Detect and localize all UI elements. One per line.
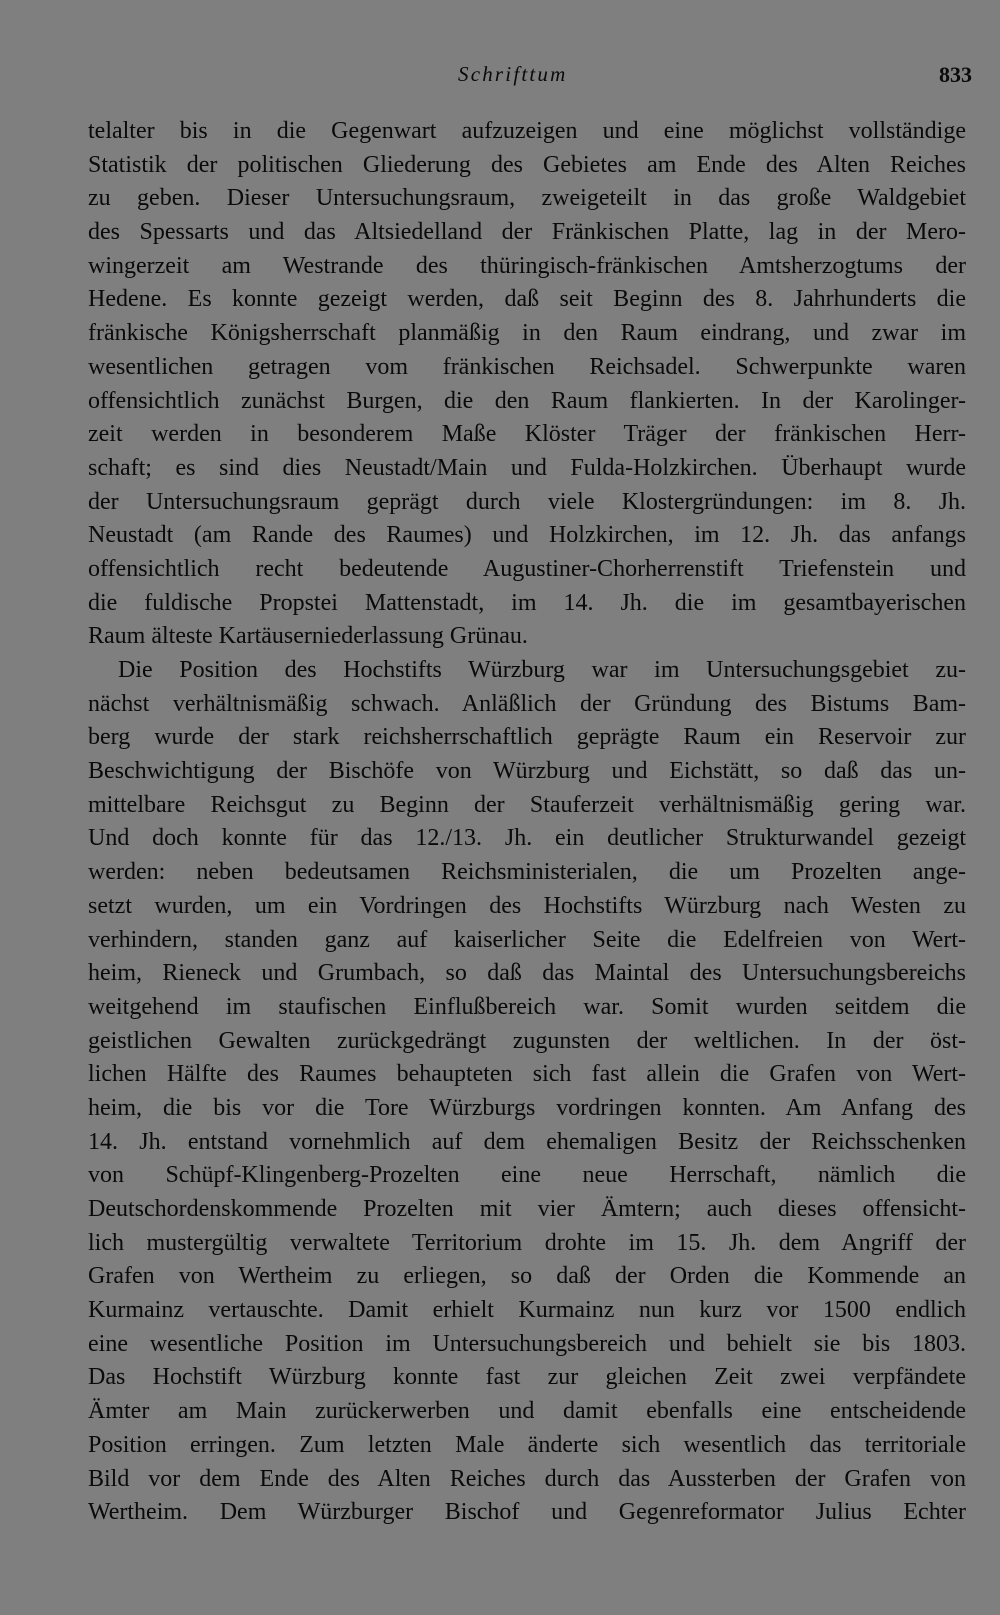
text-line: verhindern, standen ganz auf kaiserlicher Seite die Edelfreien von Wert- bbox=[88, 926, 966, 953]
page-number: 833 bbox=[939, 62, 972, 87]
text-line: setzt wurden, um ein Vordringen des Hochstifts Würzburg nach Westen zu bbox=[88, 892, 966, 919]
text-line: Grafen von Wertheim zu erliegen, so daß der Orden die Kommende an bbox=[88, 1263, 966, 1290]
text-line: telalter bis in die Gegenwart aufzuzeigen und eine möglichst vollständige bbox=[88, 118, 966, 144]
text-line: Ämter am Main zurückerwerben und damit ebenfalls eine entscheidende bbox=[88, 1398, 966, 1425]
text-line: Wertheim. Dem Würzburger Bischof und Gegenreformator Julius Echter bbox=[88, 1499, 966, 1526]
paragraph bbox=[88, 115, 966, 654]
text-line: geistlichen Gewalten zurückgedrängt zugunsten der weltlichen. In der öst- bbox=[88, 1027, 966, 1054]
text-line: Kurmainz vertauschte. Damit erhielt Kurmainz nun kurz vor 1500 endlich bbox=[88, 1297, 966, 1324]
text-line: mittelbare Reichsgut zu Beginn der Stauferzeit verhältnismäßig gering war. bbox=[88, 791, 966, 818]
text-line: lich mustergültig verwaltete Territorium drohte im 15. Jh. dem Angriff der bbox=[88, 1229, 966, 1256]
text-line: Deutschordenskommende Prozelten mit vier Ämtern; auch dieses offensicht- bbox=[88, 1196, 966, 1222]
text-line: des Spessarts und das Altsiedelland der Fränkischen Platte, lag in der Mero- bbox=[88, 219, 966, 246]
text-line: nächst verhältnismäßig schwach. Anläßlich der Gründung des Bistums Bam- bbox=[88, 690, 966, 717]
text-line: wesentlichen getragen vom fränkischen Reichsadel. Schwerpunkte waren bbox=[88, 353, 966, 380]
running-title: Schrifttum bbox=[458, 62, 568, 86]
paragraph bbox=[88, 654, 966, 1530]
text-line: werden: neben bedeutsamen Reichsministerialen, die um Prozelten ange- bbox=[88, 859, 966, 886]
text-line: offensichtlich zunächst Burgen, die den Raum flankierten. In der Karolinger- bbox=[88, 387, 966, 414]
text-line: zu geben. Dieser Untersuchungsraum, zweigeteilt in das große Waldgebiet bbox=[88, 185, 966, 212]
text-line: fränkische Königsherrschaft planmäßig in den Raum eindrang, und zwar im bbox=[88, 320, 966, 347]
text-line: eine wesentliche Position im Untersuchungsbereich und behielt sie bis 1803. bbox=[88, 1330, 966, 1357]
text-line: lichen Hälfte des Raumes behaupteten sich fast allein die Grafen von Wert- bbox=[88, 1061, 966, 1088]
text-line: zeit werden in besonderem Maße Klöster Träger der fränkischen Herr- bbox=[88, 421, 966, 448]
text-line: heim, Rieneck und Grumbach, so daß das Maintal des Untersuchungsbereichs bbox=[88, 960, 966, 987]
text-line: 14. Jh. entstand vornehmlich auf dem ehemaligen Besitz der Reichsschenken bbox=[88, 1128, 966, 1155]
text-line: Statistik der politischen Gliederung des Gebietes am Ende des Alten Reiches bbox=[88, 151, 966, 178]
text-line: Die Position des Hochstifts Würzburg war im Untersuchungsgebiet zu- bbox=[118, 657, 966, 683]
text-line: schaft; es sind dies Neustadt/Main und Fulda-Holzkirchen. Überhaupt wurde bbox=[88, 454, 966, 481]
text-line: wingerzeit am Westrande des thüringisch-fränkischen Amtsherzogtums der bbox=[88, 252, 966, 279]
text-line: offensichtlich recht bedeutende Augustiner-Chorherrenstift Triefenstein und bbox=[88, 555, 966, 582]
text-line: Beschwichtigung der Bischöfe von Würzburg und Eichstätt, so daß das un- bbox=[88, 758, 966, 785]
text-line: Position erringen. Zum letzten Male änderte sich wesentlich das territoriale bbox=[88, 1431, 966, 1458]
body-text bbox=[88, 115, 966, 1530]
running-head bbox=[0, 62, 1000, 90]
text-line: Bild vor dem Ende des Alten Reiches durch das Aussterben der Grafen von bbox=[88, 1465, 966, 1492]
text-line: Neustadt (am Rande des Raumes) und Holzkirchen, im 12. Jh. das anfangs bbox=[88, 522, 966, 549]
text-line: Und doch konnte für das 12./13. Jh. ein deutlicher Strukturwandel gezeigt bbox=[88, 825, 966, 852]
text-line: Raum älteste Kartäuserniederlassung Grünau. bbox=[88, 623, 528, 650]
text-line: die fuldische Propstei Mattenstadt, im 14. Jh. die im gesamtbayerischen bbox=[88, 589, 966, 616]
text-line: berg wurde der stark reichsherrschaftlich geprägte Raum ein Reservoir zur bbox=[88, 724, 966, 751]
text-line: der Untersuchungsraum geprägt durch viele Klostergründungen: im 8. Jh. bbox=[88, 488, 966, 515]
text-line: weitgehend im staufischen Einflußbereich war. Somit wurden seitdem die bbox=[88, 993, 966, 1020]
text-line: Hedene. Es konnte gezeigt werden, daß seit Beginn des 8. Jahrhunderts die bbox=[88, 286, 966, 313]
text-line: Das Hochstift Würzburg konnte fast zur gleichen Zeit zwei verpfändete bbox=[88, 1364, 966, 1391]
text-line: von Schüpf-Klingenberg-Prozelten eine neue Herrschaft, nämlich die bbox=[88, 1162, 966, 1189]
text-line: heim, die bis vor die Tore Würzburgs vordringen konnten. Am Anfang des bbox=[88, 1094, 966, 1121]
